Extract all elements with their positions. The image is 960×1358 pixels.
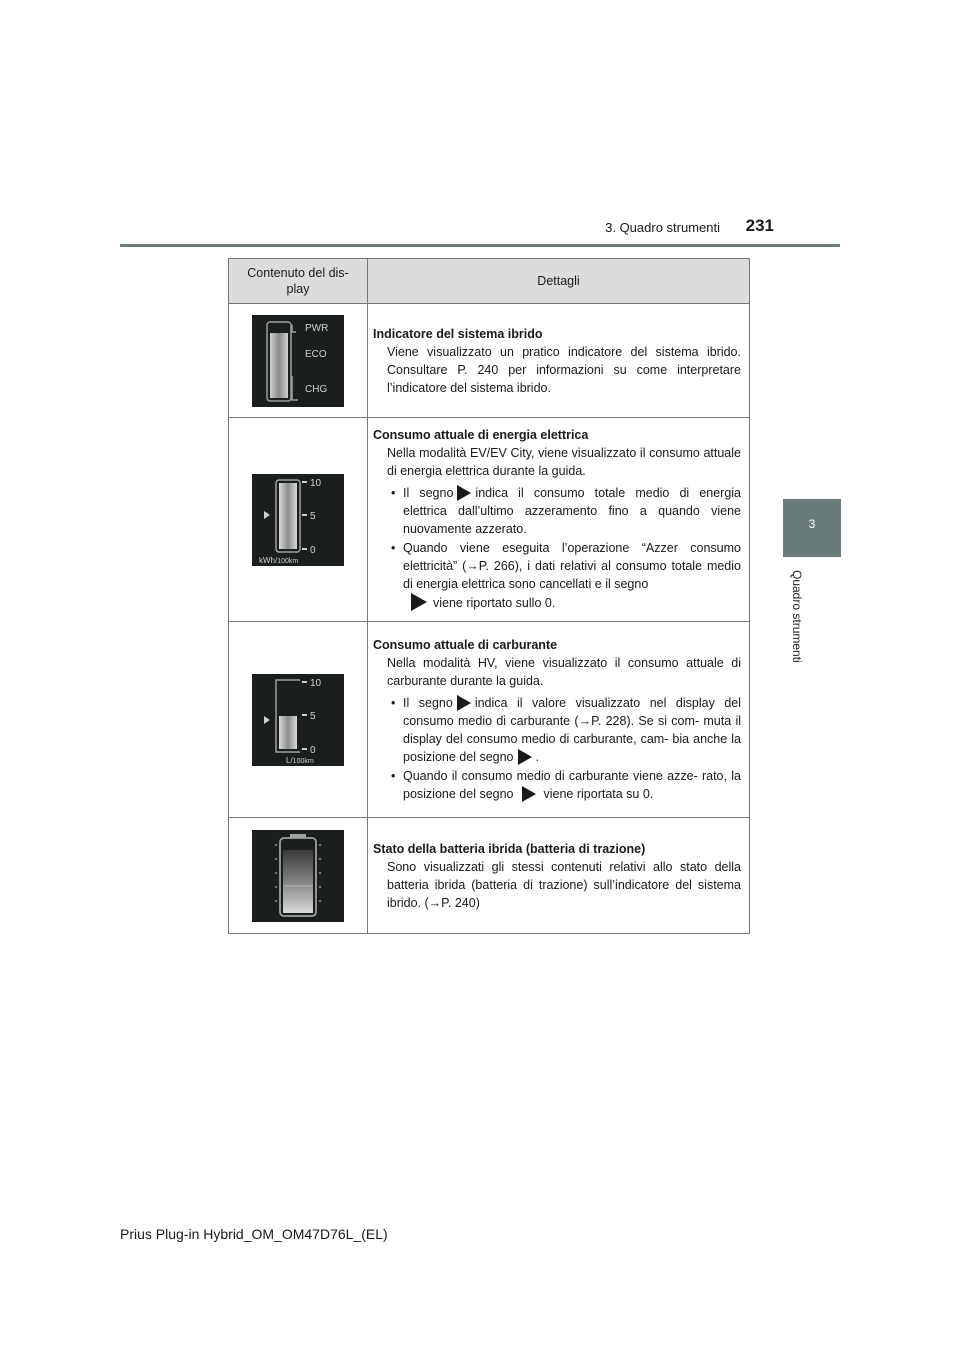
item-description: Nella modalità HV, viene visualizzato il consumo attuale di carburante durante la guida. [387, 655, 741, 688]
display-image-cell [229, 818, 368, 934]
details-cell [368, 304, 750, 418]
details-cell [368, 622, 750, 818]
scale-top-label: 10 [310, 677, 322, 689]
list-item: • Quando viene eseguita l’operazione “Azzer consumo elettricità” (→P. 266), i dati relativi al consumo totale medio di energia elettrica sono cancellati e il segno viene riportato sullo 0. [387, 539, 741, 612]
scale-top-label: 10 [310, 477, 322, 489]
chapter-tab [783, 499, 841, 557]
page-header [120, 214, 840, 246]
item-description: Sono visualizzati gli stessi contenuti relativi allo stato della batteria ibrida (batteria di trazione) sull’indicatore del sistema ibrido. (→P. 240) [387, 859, 741, 910]
table-row [229, 418, 750, 622]
chapter-number: 3 [808, 517, 816, 531]
details-cell [368, 418, 750, 622]
item-description: Nella modalità EV/EV City, viene visualizzato il consumo attuale di energia elettrica durante la guida. [387, 446, 741, 478]
display-image-cell [229, 418, 368, 622]
marker-icon [457, 485, 471, 501]
unit-label: kWh/100km [259, 555, 299, 565]
page-number: 231 [745, 216, 774, 235]
list-item: • Il segno indica il valore visualizzato nel display del consumo medio di carburante (→P. 228). Se si com- muta il display del consumo medio di carburante, cam- bia anche la posizione del segno . [387, 694, 741, 766]
header-rule [120, 244, 840, 247]
unit-label: L/100km [286, 755, 314, 765]
table-row [229, 818, 750, 934]
item-title: Consumo attuale di energia elettrica [373, 428, 589, 442]
list-item: • Quando il consumo medio di carburante viene azze- rato, la posizione del segno viene riportata su 0. [387, 767, 741, 803]
item-description: Viene visualizzato un pratico indicatore del sistema ibrido. Consultare P. 240 per informazioni su come interpretare l’indicatore del sistema ibrido. [387, 344, 741, 395]
display-image-cell [229, 304, 368, 418]
table-row [229, 304, 750, 418]
col-header-details: Dettagli [368, 259, 750, 304]
col-header-display: Contenuto del dis- play [229, 259, 368, 304]
traction-battery-icon [252, 830, 344, 922]
marker-icon [457, 695, 471, 711]
bullet-list [373, 694, 741, 803]
scale-mid-label: 5 [310, 510, 316, 522]
bullet-list [373, 484, 741, 612]
display-image-cell [229, 622, 368, 818]
chg-label: CHG [305, 383, 328, 395]
marker-icon [518, 749, 532, 765]
scale-bottom-label: 0 [310, 544, 316, 556]
marker-icon [411, 593, 427, 611]
document-id: Prius Plug-in Hybrid_OM_OM47D76L_(EL) [120, 1226, 388, 1242]
display-content-table [228, 258, 750, 934]
marker-icon [522, 786, 536, 802]
scale-mid-label: 5 [310, 710, 316, 722]
pwr-label: PWR [305, 322, 329, 334]
hybrid-system-indicator-icon [252, 315, 344, 407]
item-title: Stato della batteria ibrida (batteria di trazione) [373, 841, 646, 856]
eco-label: ECO [305, 348, 327, 360]
table-header-row [229, 259, 750, 304]
scale-bottom-label: 0 [310, 744, 316, 756]
table-row [229, 622, 750, 818]
item-title: Consumo attuale di carburante [373, 637, 558, 652]
item-title: Indicatore del sistema ibrido [373, 326, 543, 341]
chapter-title: Quadro strumenti [790, 570, 804, 663]
details-cell [368, 818, 750, 934]
section-title: 3. Quadro strumenti [605, 220, 720, 235]
list-item: • Il segno indica il consumo totale medio di energia elettrica dall’ultimo azzeramento fino a quando viene nuovamente azzerato. [387, 484, 741, 538]
electric-consumption-gauge-icon [252, 474, 344, 566]
fuel-consumption-gauge-icon [252, 674, 344, 766]
